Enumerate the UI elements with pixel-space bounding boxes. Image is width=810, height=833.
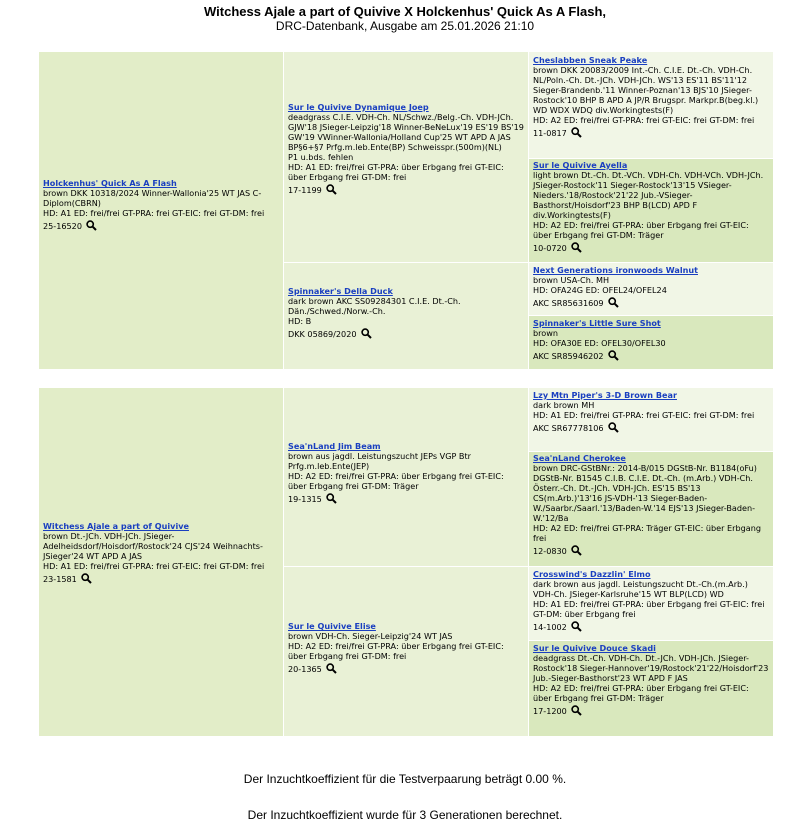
dog-info: light brown Dt.-Ch. Dt.-VCh. VDH-Ch. VDH-VCh. VDH-JCh. JSieger-Rostock'11 Sieger-Rostock'13'15 VSieger-Nieders.'18/Rostock'21'22 Jub.-VSieger-Basthorst/Hoisdorf'23 BHP B(LCD) APD F div.Workingtests(F) xyxy=(533,170,764,220)
dog-health: HD: A2 ED: frei/frei GT-PRA: frei GT-EIC: frei GT-DM: frei xyxy=(533,115,755,125)
dog-link-dam[interactable]: Witchess Ajale a part of Quivive xyxy=(43,521,189,531)
dam-ggp4 xyxy=(529,643,773,718)
dog-link-sire-ggp3[interactable]: Next Generations ironwoods Walnut xyxy=(533,265,698,275)
dog-reg-number: 11-0817 xyxy=(533,128,567,138)
dog-reg-number: 12-0830 xyxy=(533,546,567,556)
dog-health: HD: A2 ED: frei/frei GT-PRA: über Erbgang frei GT-EIC: über Erbgang frei GT-DM: Träger xyxy=(533,220,749,240)
dog-health: HD: A2 ED: frei/frei GT-PRA: über Erbgang frei GT-EIC: über Erbgang frei GT-DM: frei xyxy=(288,641,504,661)
dog-reg-number: 25-16520 xyxy=(43,221,82,231)
dog-link-dam-gp2[interactable]: Sur le Quivive Elise xyxy=(288,621,376,631)
dog-health: HD: OFA30E ED: OFEL30/OFEL30 xyxy=(533,338,666,348)
dog-link-dam-gp1[interactable]: Sea'nLand Jim Beam xyxy=(288,441,381,451)
sire-ggp2 xyxy=(529,160,773,255)
magnifier-icon[interactable] xyxy=(326,493,337,506)
dog-reg-number: DKK 05869/2020 xyxy=(288,329,357,339)
dog-reg-number: 10-0720 xyxy=(533,243,567,253)
inbreeding-result: Der Inzuchtkoeffizient für die Testverpaarung beträgt 0.00 %. xyxy=(243,772,567,786)
dog-info-note: P1 u.bds. fehlen xyxy=(288,152,354,162)
dog-link-sire-ggp4[interactable]: Spinnaker's Little Sure Shot xyxy=(533,318,661,328)
sire-parent xyxy=(39,178,283,233)
dog-health: HD: OFA24G ED: OFEL24/OFEL24 xyxy=(533,285,667,295)
dog-link-dam-ggp2[interactable]: Sea'nLand Cherokee xyxy=(533,453,626,463)
dog-info: brown DKK 10318/2024 Winner-Wallonia'25 WT JAS C-Diplom(CBRN) xyxy=(43,188,262,208)
dog-reg-number: AKC SR85946202 xyxy=(533,351,604,361)
dam-ggp1 xyxy=(529,390,773,435)
dog-health: HD: B xyxy=(288,316,312,326)
dog-info: dark brown aus jagdl. Leistungszucht Dt.-Ch.(m.Arb.) VDH-Ch. JSieger-Karlsruhe'15 WT BLP(LCD) WD xyxy=(533,579,748,599)
magnifier-icon[interactable] xyxy=(571,545,582,558)
dog-reg-number: 23-1581 xyxy=(43,574,77,584)
dog-info: deadgrass C.I.E. VDH-Ch. NL/Schwz./Belg.-Ch. VDH-JCh. GJW'18 JSieger-Leipzig'18 Winner-BeNeLux'19 ES'19 BS'19 GW'19 VWinner-Wallonia/Holland Cup'25 WT APD A JAS BP§6+§7 Prfg.m.leb.Ente(BP) Schweisspr.(500m)(NL) xyxy=(288,112,524,152)
dam-ggp3 xyxy=(529,569,773,634)
magnifier-icon[interactable] xyxy=(571,127,582,140)
magnifier-icon[interactable] xyxy=(571,705,582,718)
dog-health: HD: A1 ED: frei/frei GT-PRA: über Erbgang frei GT-EIC: frei GT-DM: über Erbgang frei xyxy=(533,599,765,619)
magnifier-icon[interactable] xyxy=(571,242,582,255)
dog-link-dam-ggp3[interactable]: Crosswind's Dazzlin' Elmo xyxy=(533,569,651,579)
dog-info: brown xyxy=(533,328,558,338)
dog-info: brown VDH-Ch. Sieger-Leipzig'24 WT JAS xyxy=(288,631,453,641)
dog-info: brown Dt.-JCh. VDH-JCh. JSieger-Adelheidsdorf/Hoisdorf/Rostock'24 CJS'24 Weihnachts-JSieger'24 WT APD A JAS xyxy=(43,531,263,561)
dog-reg-number: 20-1365 xyxy=(288,664,322,674)
magnifier-icon[interactable] xyxy=(608,422,619,435)
dog-reg-number: AKC SR67778106 xyxy=(533,423,604,433)
dog-health: HD: A2 ED: frei/frei GT-PRA: über Erbgang frei GT-EIC: über Erbgang frei GT-DM: Träger xyxy=(533,683,749,703)
dog-link-sire-gp1[interactable]: Sur le Quivive Dynamique Joep xyxy=(288,102,429,112)
dog-link-sire[interactable]: Holckenhus' Quick As A Flash xyxy=(43,178,177,188)
dog-info: brown DRC-GStBNr.: 2014-B/015 DGStB-Nr. B1184(oFu) DGStB-Nr. B1545 C.I.B. C.I.E. Dt.-Ch. (m.Arb.) VDH-Ch. Österr.-Ch. Dt.-JCh. VDH-JCh. ES'15 BS'13 CS(m.Arb.)'13'16 JS-VDH-'13 Sieger-Baden-W./Saarbr./Saarl.'13/Baden-W.'14 EJS'13 JSieger-Baden-W.'12/Ba xyxy=(533,463,757,523)
dog-link-sire-gp2[interactable]: Spinnaker's Della Duck xyxy=(288,286,393,296)
inbreeding-generations: Der Inzuchtkoeffizient wurde für 3 Generationen berechnet. xyxy=(247,808,563,822)
magnifier-icon[interactable] xyxy=(326,663,337,676)
dam-ggp2 xyxy=(529,453,773,558)
dog-health: HD: A2 ED: frei/frei GT-PRA: über Erbgang frei GT-EIC: über Erbgang frei GT-DM: Träger xyxy=(288,471,504,491)
dog-health: HD: A2 ED: frei/frei GT-PRA: Träger GT-EIC: über Erbgang frei xyxy=(533,523,761,543)
magnifier-icon[interactable] xyxy=(608,350,619,363)
magnifier-icon[interactable] xyxy=(81,573,92,586)
page-subtitle: DRC-Datenbank, Ausgabe am 25.01.2026 21:10 xyxy=(275,19,535,33)
magnifier-icon[interactable] xyxy=(326,184,337,197)
sire-gp2 xyxy=(284,286,528,341)
dog-info: deadgrass Dt.-Ch. VDH-Ch. Dt.-JCh. VDH-JCh. JSieger-Rostock'18 Sieger-Hannover'19/Rostock'21'22/Hoisdorf'23 Jub.-Sieger-Basthorst'23 WT APD F JAS xyxy=(533,653,769,683)
sire-ggp3 xyxy=(529,265,773,310)
sire-ggp1 xyxy=(529,55,773,140)
dog-link-dam-ggp1[interactable]: Lzy Mtn Piper's 3-D Brown Bear xyxy=(533,390,677,400)
dog-info: dark brown AKC SS09284301 C.I.E. Dt.-Ch. Dän./Schwed./Norw.-Ch. xyxy=(288,296,461,316)
magnifier-icon[interactable] xyxy=(608,297,619,310)
sire-gp1 xyxy=(284,102,528,197)
magnifier-icon[interactable] xyxy=(86,220,97,233)
dog-info: dark brown MH xyxy=(533,400,595,410)
dog-health: HD: A1 ED: frei/frei GT-PRA: frei GT-EIC: frei GT-DM: frei xyxy=(43,208,265,218)
dog-info: brown aus jagdl. Leistungszucht JEPs VGP Btr Prfg.m.leb.Ente(JEP) xyxy=(288,451,471,471)
magnifier-icon[interactable] xyxy=(571,621,582,634)
dog-reg-number: 17-1200 xyxy=(533,706,567,716)
dam-gp2 xyxy=(284,621,528,676)
dam-gp1 xyxy=(284,441,528,506)
dog-link-sire-ggp2[interactable]: Sur le Quivive Ayella xyxy=(533,160,628,170)
dog-health: HD: A1 ED: frei/frei GT-PRA: frei GT-EIC: frei GT-DM: frei xyxy=(533,410,755,420)
sire-ggp4 xyxy=(529,318,773,363)
dam-parent xyxy=(39,521,283,586)
dog-info: brown DKK 20083/2009 Int.-Ch. C.I.E. Dt.-Ch. VDH-Ch. NL/Poln.-Ch. Dt.-JCh. VDH-JCh. WS'13 ES'11 BS'11'12 Sieger-Brandenb.'11 Winner-Poznan'13 BJS'10 JSieger-Rostock'10 BHP B APD A JP/R Brugspr. Markpr.B(beg.kl.) WD WDX WDQ div.Workingtests(F) xyxy=(533,65,759,115)
dog-reg-number: 19-1315 xyxy=(288,494,322,504)
dog-reg-number: 14-1002 xyxy=(533,622,567,632)
dog-health: HD: A1 ED: frei/frei GT-PRA: über Erbgang frei GT-EIC: über Erbgang frei GT-DM: frei xyxy=(288,162,504,182)
dog-reg-number: 17-1199 xyxy=(288,185,322,195)
page-title: Witchess Ajale a part of Quivive X Holckenhus' Quick As A Flash, xyxy=(204,4,606,19)
dog-reg-number: AKC SR85631609 xyxy=(533,298,604,308)
magnifier-icon[interactable] xyxy=(361,328,372,341)
dog-info: brown USA-Ch. MH xyxy=(533,275,610,285)
dog-link-sire-ggp1[interactable]: Cheslabben Sneak Peake xyxy=(533,55,648,65)
dog-link-dam-ggp4[interactable]: Sur le Quivive Douce Skadi xyxy=(533,643,656,653)
dog-health: HD: A1 ED: frei/frei GT-PRA: frei GT-EIC: frei GT-DM: frei xyxy=(43,561,265,571)
